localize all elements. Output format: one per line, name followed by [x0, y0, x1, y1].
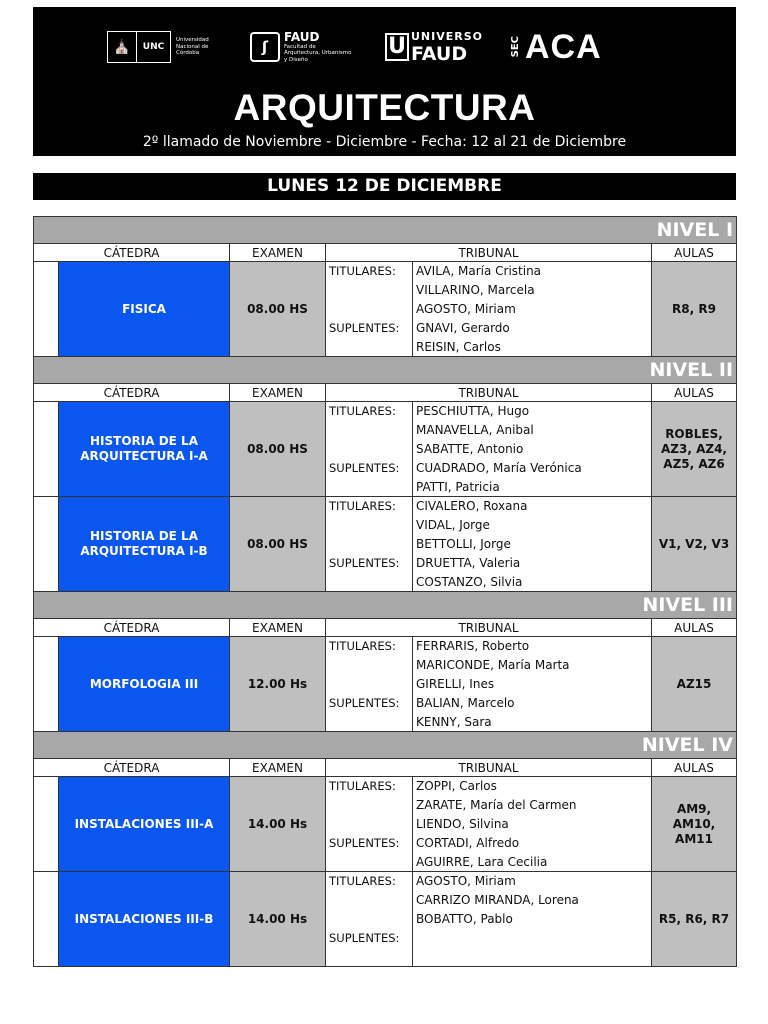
catedra-cell: INSTALACIONES III-A [59, 777, 230, 872]
tribunal-member: FERRARIS, Roberto [413, 637, 652, 656]
tribunal-role-label: SUPLENTES: [326, 459, 413, 478]
tribunal-role-label: TITULARES: [326, 497, 413, 516]
tribunal-role-empty [326, 796, 413, 815]
row-margin-cell [34, 402, 59, 497]
column-header-row [34, 619, 737, 637]
tribunal-role-label: SUPLENTES: [326, 319, 413, 338]
tribunal-role-empty [326, 281, 413, 300]
aulas-cell: V1, V2, V3 [652, 497, 737, 592]
catedra-header: CÁTEDRA [34, 244, 230, 262]
unc-seal-icon: ⛪ [107, 31, 137, 63]
aulas-cell: ROBLES, AZ3, AZ4, AZ5, AZ6 [652, 402, 737, 497]
tribunal-role-empty [326, 853, 413, 872]
level-label: NIVEL III [34, 592, 737, 619]
header-banner [33, 7, 736, 156]
tribunal-member [413, 929, 652, 948]
level-label: NIVEL I [34, 217, 737, 244]
row-margin-cell [34, 497, 59, 592]
tribunal-role-label: TITULARES: [326, 872, 413, 891]
tribunal-role-empty [326, 713, 413, 732]
catedra-cell: INSTALACIONES III-B [59, 872, 230, 967]
exam-row [34, 777, 737, 796]
tribunal-member: AGOSTO, Miriam [413, 872, 652, 891]
tribunal-member: SABATTE, Antonio [413, 440, 652, 459]
tribunal-role-empty [326, 300, 413, 319]
examen-time-cell: 08.00 HS [230, 262, 326, 357]
tribunal-role-empty [326, 891, 413, 910]
faud-name: FAUD [284, 29, 320, 44]
tribunal-member: CARRIZO MIRANDA, Lorena [413, 891, 652, 910]
aulas-cell: AM9, AM10, AM11 [652, 777, 737, 872]
examen-time-cell: 12.00 Hs [230, 637, 326, 732]
tribunal-member: KENNY, Sara [413, 713, 652, 732]
tribunal-member: COSTANZO, Silvia [413, 573, 652, 592]
faud-subtitle: Facultad de Arquitectura, Urbanismo y Diseño [284, 43, 352, 63]
catedra-cell: HISTORIA DE LA ARQUITECTURA I-A [59, 402, 230, 497]
column-header-row [34, 759, 737, 777]
tribunal-member: CUADRADO, María Verónica [413, 459, 652, 478]
exam-row [34, 637, 737, 656]
level-header-row [34, 217, 737, 244]
level-header-row [34, 732, 737, 759]
row-margin-cell [34, 872, 59, 967]
tribunal-member: AVILA, María Cristina [413, 262, 652, 281]
tribunal-role-empty [326, 440, 413, 459]
examen-time-cell: 08.00 HS [230, 497, 326, 592]
aulas-cell: R5, R6, R7 [652, 872, 737, 967]
level-label: NIVEL II [34, 357, 737, 384]
row-margin-cell [34, 777, 59, 872]
tribunal-member: LIENDO, Silvina [413, 815, 652, 834]
tribunal-member: BOBATTO, Pablo [413, 910, 652, 929]
day-heading: LUNES 12 DE DICIEMBRE [33, 173, 736, 200]
catedra-header: CÁTEDRA [34, 759, 230, 777]
catedra-header: CÁTEDRA [34, 384, 230, 402]
tribunal-role-label: TITULARES: [326, 637, 413, 656]
level-label: NIVEL IV [34, 732, 737, 759]
tribunal-role-label: SUPLENTES: [326, 554, 413, 573]
row-margin-cell [34, 262, 59, 357]
tribunal-member: VIDAL, Jorge [413, 516, 652, 535]
universo-faud-label: FAUD [411, 43, 468, 65]
tribunal-member: PATTI, Patricia [413, 478, 652, 497]
unc-logo [107, 25, 214, 69]
catedra-cell: FISICA [59, 262, 230, 357]
examen-time-cell: 14.00 Hs [230, 777, 326, 872]
tribunal-member: CIVALERO, Roxana [413, 497, 652, 516]
tribunal-header: TRIBUNAL [326, 384, 652, 402]
examen-header: EXAMEN [230, 759, 326, 777]
aulas-header: AULAS [652, 384, 737, 402]
exam-row [34, 497, 737, 516]
tribunal-header: TRIBUNAL [326, 244, 652, 262]
tribunal-header: TRIBUNAL [326, 759, 652, 777]
tribunal-role-empty [326, 948, 413, 967]
tribunal-member: VILLARINO, Marcela [413, 281, 652, 300]
tribunal-header: TRIBUNAL [326, 619, 652, 637]
tribunal-member: BETTOLLI, Jorge [413, 535, 652, 554]
catedra-header: CÁTEDRA [34, 619, 230, 637]
unc-subtitle: Universidad Nacional de Córdoba [176, 37, 209, 57]
tribunal-member: AGOSTO, Miriam [413, 300, 652, 319]
aulas-cell: AZ15 [652, 637, 737, 732]
level-header-row [34, 592, 737, 619]
tribunal-role-empty [326, 478, 413, 497]
column-header-row [34, 384, 737, 402]
level-header-row [34, 357, 737, 384]
tribunal-member: DRUETTA, Valeria [413, 554, 652, 573]
examen-header: EXAMEN [230, 384, 326, 402]
tribunal-role-label: SUPLENTES: [326, 834, 413, 853]
tribunal-member: AGUIRRE, Lara Cecilia [413, 853, 652, 872]
universo-faud-logo [385, 25, 483, 69]
examen-header: EXAMEN [230, 244, 326, 262]
universo-u-icon: U [385, 33, 409, 61]
tribunal-member: GIRELLI, Ines [413, 675, 652, 694]
column-header-row [34, 244, 737, 262]
tribunal-role-empty [326, 516, 413, 535]
examen-time-cell: 08.00 HS [230, 402, 326, 497]
examen-time-cell: 14.00 Hs [230, 872, 326, 967]
tribunal-role-empty [326, 421, 413, 440]
tribunal-member: MARICONDE, María Marta [413, 656, 652, 675]
tribunal-role-label: SUPLENTES: [326, 929, 413, 948]
tribunal-role-label: TITULARES: [326, 262, 413, 281]
aulas-header: AULAS [652, 244, 737, 262]
tribunal-member: CORTADI, Alfredo [413, 834, 652, 853]
catedra-cell: MORFOLOGIA III [59, 637, 230, 732]
universo-label: UNIVERSO [411, 30, 484, 43]
exam-row [34, 402, 737, 421]
tribunal-role-label: SUPLENTES: [326, 694, 413, 713]
aulas-header: AULAS [652, 619, 737, 637]
aca-label: ACA [525, 27, 602, 66]
tribunal-member: MANAVELLA, Anibal [413, 421, 652, 440]
tribunal-member: ZARATE, María del Carmen [413, 796, 652, 815]
aulas-cell: R8, R9 [652, 262, 737, 357]
unc-letters: UNC [137, 31, 171, 63]
tribunal-role-label: TITULARES: [326, 777, 413, 796]
examen-header: EXAMEN [230, 619, 326, 637]
tribunal-role-empty [326, 815, 413, 834]
exam-schedule-table [33, 216, 737, 967]
page-title: ARQUITECTURA [233, 87, 536, 128]
aulas-header: AULAS [652, 759, 737, 777]
faud-mark-icon: ʃ [250, 32, 280, 62]
page-subtitle: 2º llamado de Noviembre - Diciembre - Fecha: 12 al 21 de Diciembre [142, 134, 627, 150]
exam-row [34, 262, 737, 281]
tribunal-role-empty [326, 675, 413, 694]
tribunal-role-empty [326, 656, 413, 675]
row-margin-cell [34, 637, 59, 732]
tribunal-member [413, 948, 652, 967]
tribunal-member: BALIAN, Marcelo [413, 694, 652, 713]
tribunal-member: PESCHIUTTA, Hugo [413, 402, 652, 421]
tribunal-member: GNAVI, Gerardo [413, 319, 652, 338]
tribunal-member: ZOPPI, Carlos [413, 777, 652, 796]
tribunal-role-empty [326, 535, 413, 554]
sec-aca-logo [510, 25, 602, 69]
logo-strip [33, 25, 736, 69]
tribunal-role-label: TITULARES: [326, 402, 413, 421]
faud-logo [250, 25, 352, 69]
tribunal-role-empty [326, 338, 413, 357]
tribunal-member: REISIN, Carlos [413, 338, 652, 357]
tribunal-role-empty [326, 910, 413, 929]
exam-row [34, 872, 737, 891]
catedra-cell: HISTORIA DE LA ARQUITECTURA I-B [59, 497, 230, 592]
tribunal-role-empty [326, 573, 413, 592]
sec-label: SEC [510, 36, 521, 58]
